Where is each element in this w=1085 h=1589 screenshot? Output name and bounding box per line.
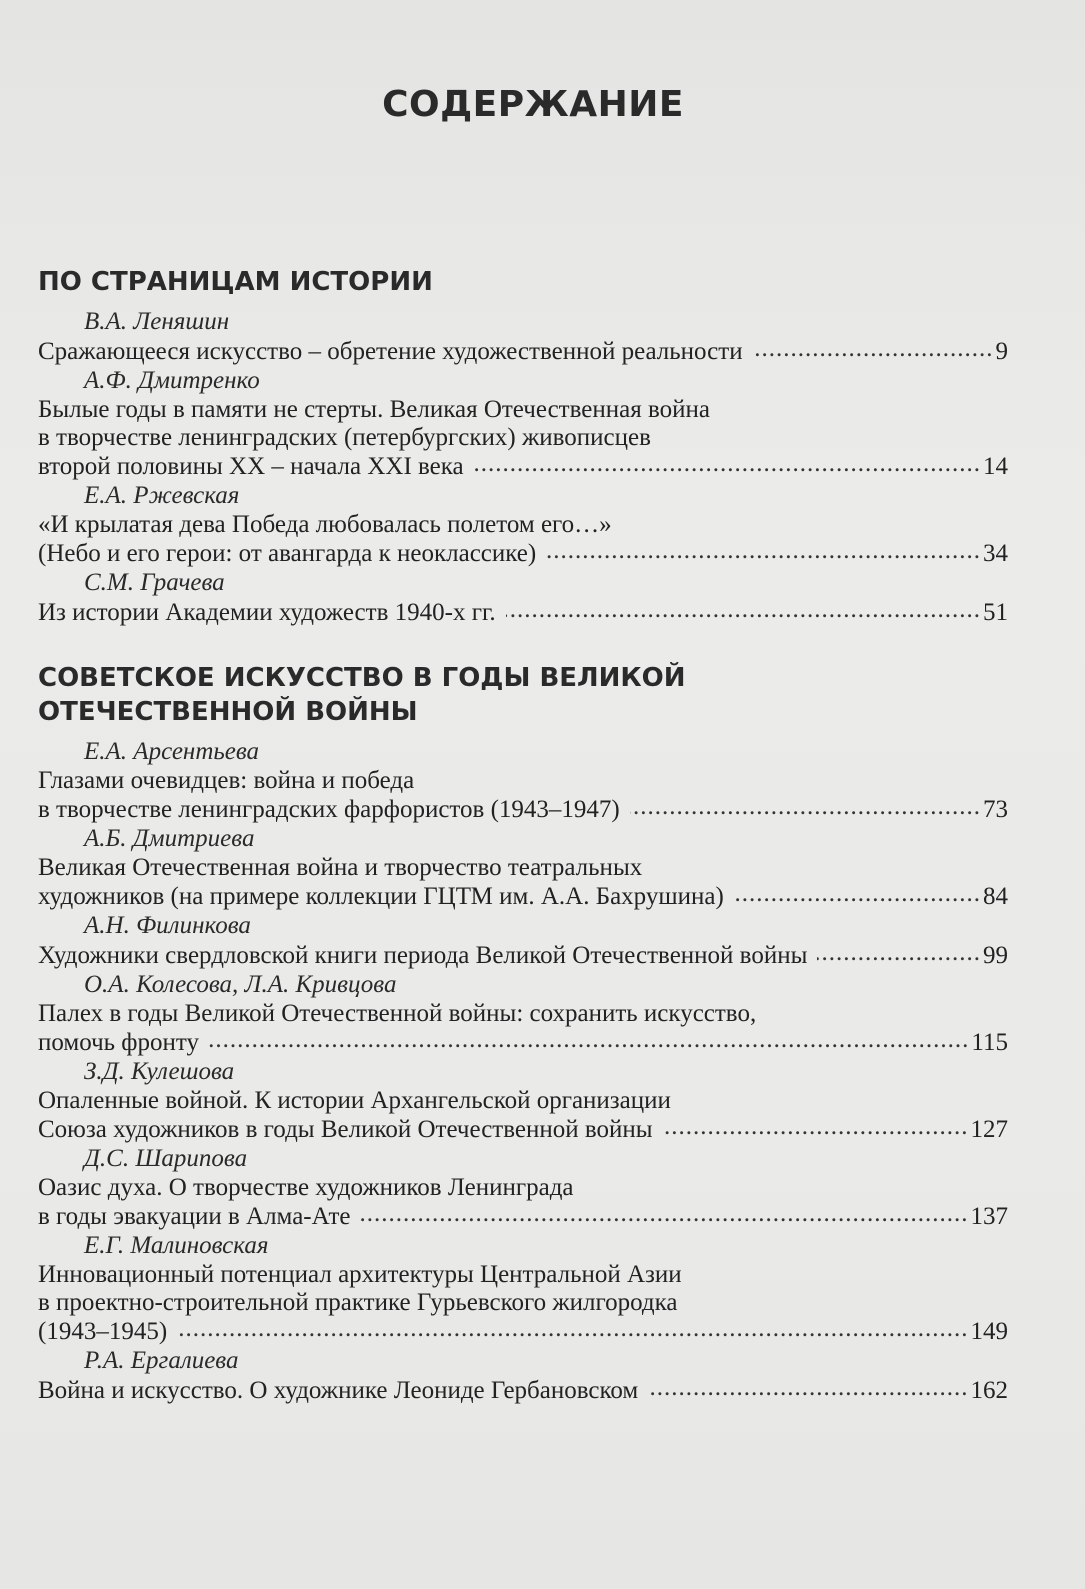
dot-leader — [734, 884, 981, 904]
toc-entry[interactable] — [38, 1057, 1008, 1144]
entry-title-line: Глазами очевидцев: война и победа — [38, 767, 415, 794]
entry-last-line — [38, 452, 1008, 481]
dot-leader — [630, 797, 981, 817]
page-number[interactable]: 34 — [983, 540, 1008, 567]
entry-title-line: Инновационный потенциал архитектуры Центральной Азии — [38, 1261, 682, 1288]
entry-title-line: Из истории Академии художеств 1940-х гг. — [38, 599, 496, 626]
section-heading-line: ПО СТРАНИЦАМ ИСТОРИИ — [38, 267, 433, 297]
entry-title-line: помочь фронту — [38, 1029, 199, 1056]
page-number[interactable]: 99 — [983, 942, 1008, 969]
entry-title-line: (Небо и его герои: от авангарда к неоклассике) — [38, 540, 537, 567]
entry-title-line: художников (на примере коллекции ГЦТМ им. А.А. Бахрушина) — [38, 883, 724, 910]
entry-title-line: Оазис духа. О творчестве художников Ленинграда — [38, 1174, 574, 1201]
entry-last-line — [38, 539, 1008, 568]
dot-leader — [360, 1204, 968, 1224]
dot-leader — [817, 943, 981, 963]
page-number[interactable]: 14 — [983, 453, 1008, 480]
entry-author: О.А. Колесова, Л.А. Кривцова — [84, 971, 397, 998]
page-title: СОДЕРЖАНИЕ — [382, 84, 684, 125]
dot-leader — [753, 339, 994, 359]
section-heading-line: СОВЕТСКОЕ ИСКУССТВО В ГОДЫ ВЕЛИКОЙ — [38, 663, 686, 693]
entry-author: В.А. Леняшин — [84, 308, 230, 335]
entry-title-line: в творчестве ленинградских (петербургских) живописцев — [38, 424, 651, 451]
entry-title-line: (1943–1945) — [38, 1318, 168, 1345]
page-number[interactable]: 149 — [970, 1318, 1008, 1345]
page-number[interactable]: 127 — [970, 1116, 1008, 1143]
dot-leader — [177, 1319, 968, 1339]
entry-title-line: Палех в годы Великой Отечественной войны: сохранить искусство, — [38, 1000, 757, 1027]
page-number[interactable]: 51 — [983, 599, 1008, 626]
toc-entry[interactable] — [38, 481, 1008, 568]
toc-entry[interactable] — [38, 1346, 1008, 1405]
entry-title-line: «И крылатая дева Победа любовалась полетом его…» — [38, 511, 612, 538]
section-heading-line: ОТЕЧЕСТВЕННОЙ ВОЙНЫ — [38, 697, 418, 727]
entry-last-line — [38, 1317, 1008, 1346]
toc-entry[interactable] — [38, 1144, 1008, 1231]
entry-title-line: в проектно-строительной практике Гурьевского жилгородка — [38, 1289, 678, 1316]
toc-entry[interactable] — [38, 307, 1008, 366]
entry-last-line — [38, 1028, 1008, 1057]
dot-leader — [506, 600, 981, 620]
entry-author: Е.Г. Малиновская — [84, 1232, 269, 1259]
entry-last-line — [38, 941, 1008, 970]
entry-author: Е.А. Ржевская — [84, 482, 240, 509]
dot-leader — [209, 1030, 969, 1050]
page-number[interactable]: 162 — [970, 1377, 1008, 1404]
entry-author: А.Н. Филинкова — [84, 912, 251, 939]
entry-author: З.Д. Кулешова — [84, 1058, 235, 1085]
page-number[interactable]: 115 — [971, 1029, 1008, 1056]
dot-leader — [546, 541, 981, 561]
entry-author: А.Б. Дмитриева — [84, 825, 255, 852]
page-number[interactable]: 84 — [983, 883, 1008, 910]
entry-last-line — [38, 1376, 1008, 1405]
page-number[interactable]: 9 — [995, 338, 1008, 365]
toc-entry[interactable] — [38, 568, 1008, 627]
section-heading — [38, 661, 1008, 729]
entry-last-line — [38, 795, 1008, 824]
entry-title-line: Сражающееся искусство – обретение художественной реальности — [38, 338, 743, 365]
entry-author: С.М. Грачева — [84, 569, 225, 596]
dot-leader — [663, 1117, 969, 1137]
toc-entry[interactable] — [38, 737, 1008, 824]
entry-author: Р.А. Ергалиева — [84, 1347, 239, 1374]
entry-author: А.Ф. Дмитренко — [84, 367, 260, 394]
toc-entry[interactable] — [38, 366, 1008, 481]
entry-author: Е.А. Арсентьева — [84, 738, 260, 765]
toc-entry[interactable] — [38, 1231, 1008, 1346]
entry-author: Д.С. Шарипова — [84, 1145, 248, 1172]
dot-leader — [474, 454, 981, 474]
section-heading — [38, 265, 1008, 299]
entry-title-line: Союза художников в годы Великой Отечественной войны — [38, 1116, 653, 1143]
entry-last-line — [38, 598, 1008, 627]
entry-title-line: в творчестве ленинградских фарфористов (1943–1947) — [38, 796, 620, 823]
entry-title-line: Опаленные войной. К истории Архангельской организации — [38, 1087, 671, 1114]
page-number[interactable]: 73 — [983, 796, 1008, 823]
dot-leader — [648, 1378, 968, 1398]
entry-title-line: в годы эвакуации в Алма-Ате — [38, 1203, 351, 1230]
entry-title-line: второй половины XX – начала XXI века — [38, 453, 464, 480]
toc-entry[interactable] — [38, 911, 1008, 970]
toc-section — [38, 265, 1008, 627]
page-number[interactable]: 137 — [970, 1203, 1008, 1230]
entry-title-line: Великая Отечественная война и творчество театральных — [38, 854, 643, 881]
toc-entry[interactable] — [38, 970, 1008, 1057]
toc-entry[interactable] — [38, 824, 1008, 911]
entry-last-line — [38, 1202, 1008, 1231]
toc-section — [38, 661, 1008, 1405]
table-of-contents — [38, 72, 1008, 1405]
entry-last-line — [38, 1115, 1008, 1144]
entry-last-line — [38, 882, 1008, 911]
entry-title-line: Былые годы в памяти не стерты. Великая Отечественная война — [38, 396, 710, 423]
entry-last-line — [38, 337, 1008, 366]
entry-title-line: Художники свердловской книги периода Великой Отечественной войны — [38, 942, 808, 969]
entry-title-line: Война и искусство. О художнике Леониде Гербановском — [38, 1377, 639, 1404]
